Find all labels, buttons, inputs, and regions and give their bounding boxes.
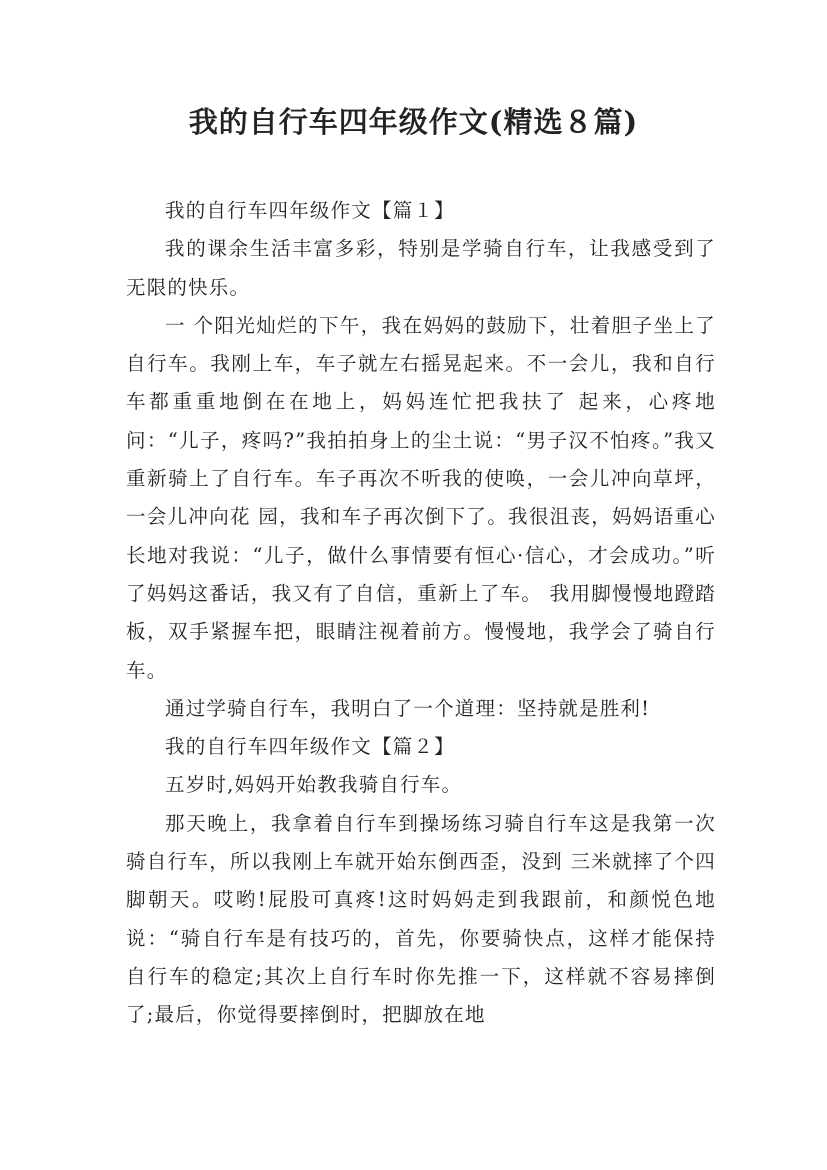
paragraph-conclusion-1: 通过学骑自行车，我明白了一个道理：坚持就是胜利! [165,696,651,720]
section-heading-2: 我的自行车四年级作文【篇２】 [165,735,455,759]
paragraph-intro: 我的课余生活丰富多彩，特别是学骑自行车，让我感受到了无限的快乐。 [126,237,716,299]
paragraph-story-2: 那天晚上，我拿着自行车到操场练习骑自行车这是我第一次骑自行车，所以我刚上车就开始东倒西歪，没到 三米就摔了个四脚朝天。哎哟!屁股可真疼!这时妈妈走到我跟前，和颜悦色地说：“骑自行车是有技巧的，首先，你要骑快点，这样才能保持自行车的稳定;其次上自行车时你先推一下，这样就不容易摔倒了;最后，你觉得要摔倒时，把脚放在地 [126,811,716,1027]
section-heading-1: 我的自行车四年级作文【篇１】 [165,199,455,222]
document-body [126,192,716,1035]
paragraph-story-1: 一 个阳光灿烂的下午，我在妈妈的鼓励下，壮着胆子坐上了自行车。我刚上车，车子就左右摇晃起来。不一会儿，我和自行车都重重地倒在在地上，妈妈连忙把我扶了 起来，心疼地问：“儿子，疼吗?”我拍拍身上的尘土说：“男子汉不怕疼。”我又重新骑上了自行车。车子再次不听我的使唤，一会儿冲向草坪，一会儿冲向花 园，我和车子再次倒下了。我很沮丧，妈妈语重心长地对我说：“儿子，做什么事情要有恒心·信心，才会成功。”听了妈妈这番话，我又有了自信，重新上了车。 我用脚慢慢地蹬踏板，双手紧握车把，眼睛注视着前方。慢慢地，我学会了骑自行车。 [126,313,716,682]
document-title: 我的自行车四年级作文(精选８篇) [188,105,639,139]
paragraph-age-five: 五岁时,妈妈开始教我骑自行车。 [165,773,463,797]
